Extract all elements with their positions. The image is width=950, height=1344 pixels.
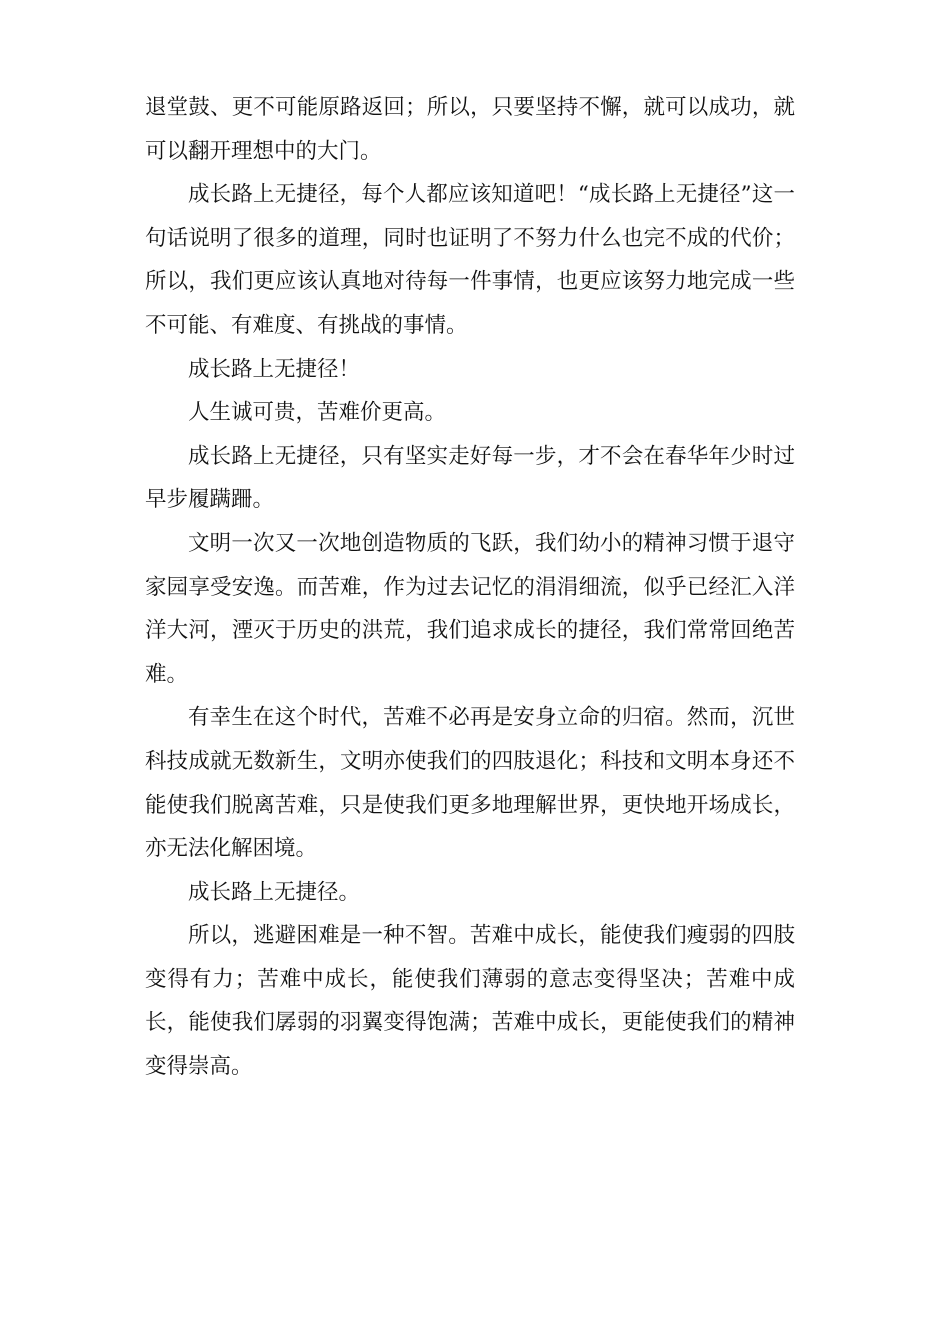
document-body [145, 86, 795, 1089]
paragraph-6: 文明一次又一次地创造物质的飞跃，我们幼小的精神习惯于退守家园享受安逸。而苦难，作为过去记忆的涓涓细流，似乎已经汇入洋洋大河，湮灭于历史的洪荒，我们追求成长的捷径，我们常常回绝苦难。 [145, 530, 795, 687]
paragraph-9: 所以，逃避困难是一种不智。苦难中成长，能使我们瘦弱的四肢变得有力；苦难中成长，能使我们薄弱的意志变得坚决；苦难中成长，能使我们孱弱的羽翼变得饱满；苦难中成长，更能使我们的精神变得崇高。 [145, 923, 795, 1080]
paragraph-4: 人生诚可贵，苦难价更高。 [188, 400, 447, 426]
paragraph-1-continuation: 退堂鼓、更不可能原路返回；所以，只要坚持不懈，就可以成功，就可以翻开理想中的大门。 [145, 95, 795, 164]
paragraph-8: 成长路上无捷径。 [188, 879, 361, 905]
paragraph-5: 成长路上无捷径，只有坚实走好每一步，才不会在春华年少时过早步履蹒跚。 [145, 443, 795, 513]
paragraph-2: 成长路上无捷径，每个人都应该知道吧！“成长路上无捷径”这一句话说明了很多的道理，同时也证明了不努力什么也完不成的代价；所以，我们更应该认真地对待每一件事情，也更应该努力地完成一些不可能、有难度、有挑战的事情。 [145, 182, 795, 338]
paragraph-7: 有幸生在这个时代，苦难不必再是安身立命的归宿。然而，沉世科技成就无数新生，文明亦使我们的四肢退化；科技和文明本身还不能使我们脱离苦难，只是使我们更多地理解世界，更快地开场成长，亦无法化解困境。 [145, 705, 795, 862]
paragraph-3: 成长路上无捷径！ [188, 356, 361, 382]
